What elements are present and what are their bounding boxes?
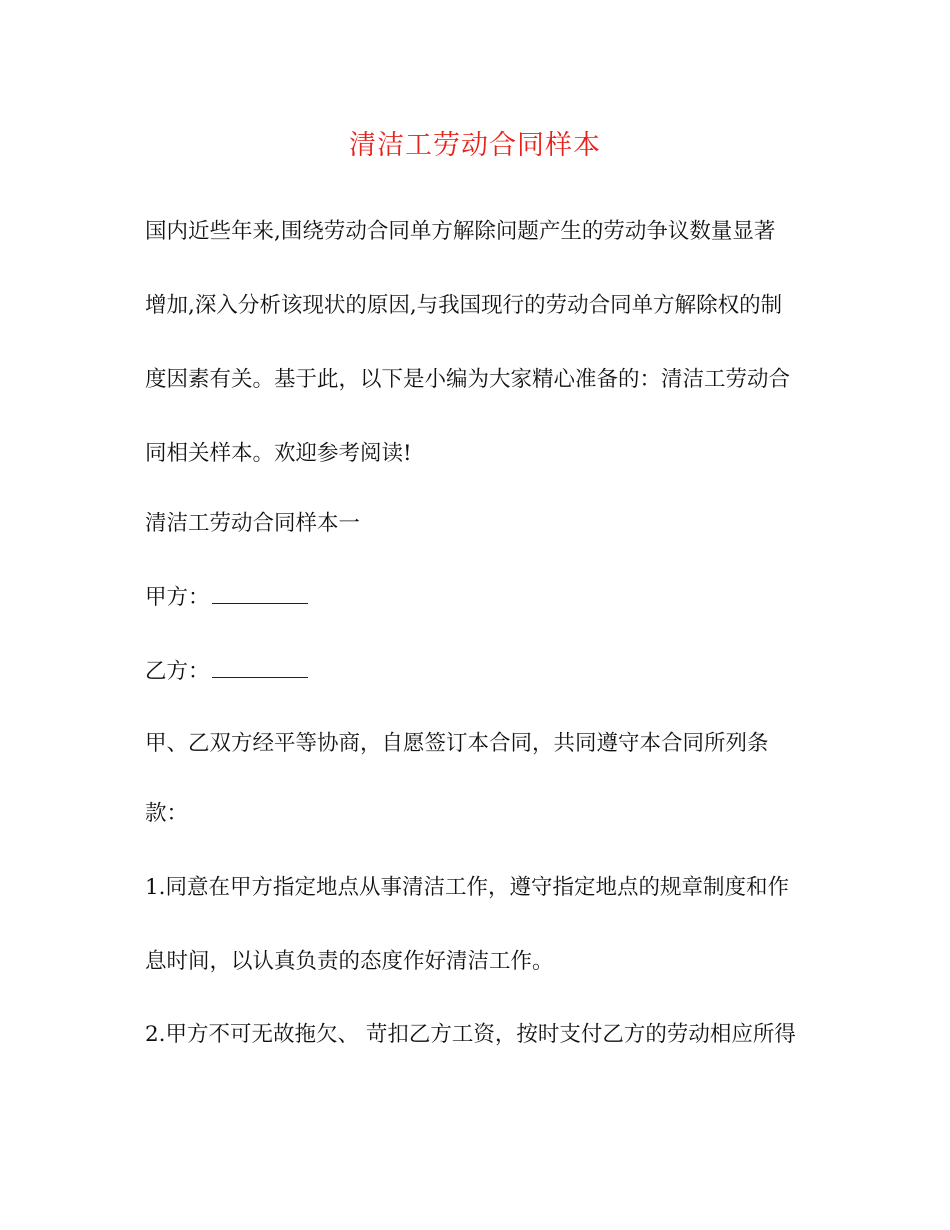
party-a-line [145,580,815,616]
intro-line: 国内近些年来,围绕劳动合同单方解除问题产生的劳动争议数量显著 [145,219,776,244]
intro-line: 度因素有关。基于此，以下是小编为大家精心准备的：清洁工劳动合 [145,367,791,392]
party-b-blank [212,659,308,678]
clause-2-line: 2.甲方不可无故拖欠、 苛扣乙方工资，按时支付乙方的劳动相应所得 [145,1022,796,1047]
party-b-line [145,654,815,690]
party-b-label: 乙方： [145,659,210,684]
party-a-label: 甲方： [145,585,210,610]
agreement-line: 款： [145,801,189,826]
clause-1-line: 1.同意在甲方指定地点从事清洁工作，遵守指定地点的规章制度和作 [145,875,790,900]
intro-line: 增加,深入分析该现状的原因,与我国现行的劳动合同单方解除权的制 [145,293,783,318]
agreement-line: 甲、乙双方经平等协商，自愿签订本合同，共同遵守本合同所列条 [145,731,769,756]
section-heading: 清洁工劳动合同样本一 [145,511,361,536]
intro-line: 同相关样本。欢迎参考阅读! [145,441,412,466]
document-title: 清洁工劳动合同样本 [349,130,601,161]
clause-1-line: 息时间，以认真负责的态度作好清洁工作。 [145,949,554,974]
party-a-blank [212,585,308,604]
